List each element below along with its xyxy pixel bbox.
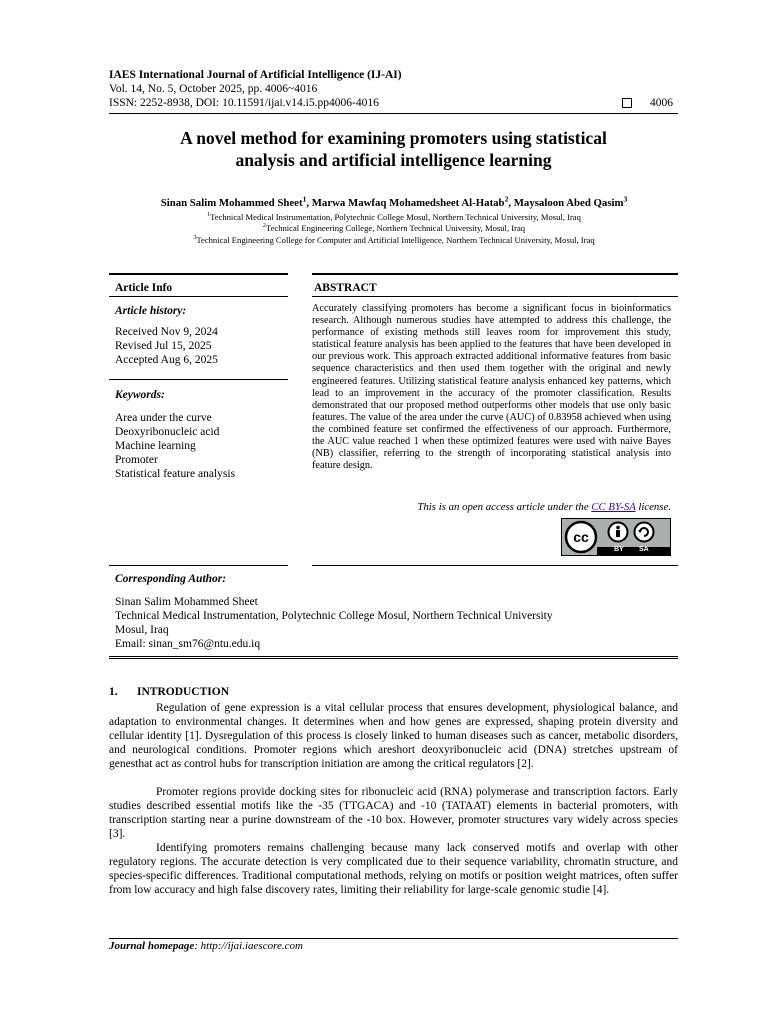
author-3: , Maysaloon Abed Qasim xyxy=(508,197,624,209)
keywords-heading: Keywords: xyxy=(115,389,165,401)
affiliation-2 xyxy=(90,223,698,233)
corresponding-double-rule-top xyxy=(109,656,678,657)
keyword-item: Deoxyribonucleic acid xyxy=(115,426,220,438)
received-date: Received Nov 9, 2024 xyxy=(115,326,218,338)
page-number: 4006 xyxy=(650,97,673,109)
article-history-heading: Article history: xyxy=(115,305,187,317)
footer-rule xyxy=(109,938,678,939)
journal-homepage xyxy=(109,940,303,952)
author-list xyxy=(90,194,698,209)
intro-heading: INTRODUCTION xyxy=(137,686,230,698)
journal-homepage-label: Journal homepage xyxy=(109,940,195,952)
journal-homepage-url[interactable]: : http://ijai.iaescore.com xyxy=(194,940,303,952)
author-3-sup: 3 xyxy=(623,194,628,204)
keyword-item: Statistical feature analysis xyxy=(115,468,236,480)
cc-by-sa-badge[interactable] xyxy=(561,518,671,556)
abstract-top-rule xyxy=(312,273,678,275)
affiliation-3-sup: 3 xyxy=(193,235,197,242)
article-info-sub-rule xyxy=(109,296,288,297)
intro-paragraph-3: Identifying promoters remains challenging because many lack conserved motifs and overlap with other regulatory regions. The accurate detection is very complicated due to their sequence variability, chromatin structure, and species-specific differences. Traditional computational methods, relying on motifs or position weight matrices, often suffer from low accuracy and high false discovery rates, limiting their reliability for large-scale genomic studie [4]. xyxy=(109,842,678,896)
title-line-2: analysis and artificial intelligence learning xyxy=(235,150,552,170)
corresponding-name: Sinan Salim Mohammed Sheet xyxy=(115,596,258,608)
corresponding-double-rule-bottom xyxy=(109,658,678,659)
affiliation-3 xyxy=(90,235,698,245)
abstract-text: Accurately classifying promoters has become a significant focus in bioinformatics research. Although numerous studies have attempted to address this challenge, the performance of existing methods still leaves room for improvement this study, statistical feature analysis has been applied to the features that have been developed in our previous work. This approach extracted additional informative features from basic sequence characteristics and then used them together with the original and newly engineered features. Utilizing statistical feature analysis enhanced key patterns, which lead to an improvement in the accuracy of the promoter classification. Results demonstrated that our proposed method outperforms other models that use only basic features. The value of the area under the curve (AUC) of 0.83958 achieved when using the combined feature set confirmed the effectiveness of our approach. Furthermore, the AUC value reached 1 when these optimized features were used with naive Bayes (NB) classifier, referring to the strength of incorporating statistical analysis into feature design. xyxy=(312,303,671,472)
article-info-heading: Article Info xyxy=(115,282,173,294)
accepted-date: Accepted Aug 6, 2025 xyxy=(115,354,218,366)
keyword-item: Machine learning xyxy=(115,440,196,452)
corresponding-city: Mosul, Iraq xyxy=(115,624,169,636)
journal-volume: Vol. 14, No. 5, October 2025, pp. 4006~4016 xyxy=(109,83,318,95)
keyword-item: Promoter xyxy=(115,454,158,466)
open-access-prefix: This is an open access article under the xyxy=(417,501,592,513)
article-info-bottom-rule xyxy=(109,565,288,566)
open-access-note xyxy=(312,501,671,513)
affiliation-1 xyxy=(90,212,698,222)
square-bullet-icon xyxy=(622,98,632,108)
author-2: , Marwa Mawfaq Mohamedsheet Al-Hatab xyxy=(306,197,505,209)
paper-title xyxy=(109,127,678,171)
header-rule xyxy=(109,113,678,114)
intro-paragraph-2: Promoter regions provide docking sites for ribonucleic acid (RNA) polymerase and transcription factors. Early studies described essential motifs like the -35 (TTGACA) and -10 (TATAAT) elements in bacterial promoters, with transcription starting near a purine downstream of the -10 box. However, promoter structures vary widely across species [3]. xyxy=(109,786,678,840)
keywords-rule xyxy=(109,379,288,380)
cc-badge-label-bar xyxy=(597,547,671,556)
journal-name: IAES International Journal of Artificial Intelligence (IJ-AI) xyxy=(109,69,402,81)
keyword-item: Area under the curve xyxy=(115,412,212,424)
svg-text:cc: cc xyxy=(573,529,589,545)
abstract-bottom-rule xyxy=(312,565,678,566)
abstract-heading: ABSTRACT xyxy=(314,282,377,294)
journal-issn-doi: ISSN: 2252-8938, DOI: 10.11591/ijai.v14.i5.pp4006-4016 xyxy=(109,97,379,109)
cc-sa-label: SA xyxy=(639,546,649,553)
author-1-sup: 1 xyxy=(302,194,307,204)
intro-paragraph-1: Regulation of gene expression is a vital cellular process that ensures development, physiological balance, and adaptation to environmental changes. It determines when and how genes are expressed, shaping protein diversity and cellular identity [1]. Dysregulation of this process is closely linked to human diseases such as cancer, metabolic disorders, and neurological conditions. Promoter regions which areshort deoxyribonucleic acid (DNA) stretches upstream of genesthat act as control hubs for transcription initiation are among the critical regulators [2]. xyxy=(109,702,678,770)
license-link[interactable]: CC BY-SA xyxy=(591,501,636,513)
affiliation-2-sup: 2 xyxy=(262,223,266,230)
revised-date: Revised Jul 15, 2025 xyxy=(115,340,212,352)
affiliation-1-text: Technical Medical Instrumentation, Polytechnic College Mosul, Northern Technical University, Mosul, Iraq xyxy=(210,212,581,222)
abstract-sub-rule xyxy=(312,296,678,297)
author-1: Sinan Salim Mohammed Sheet xyxy=(160,197,303,209)
author-2-sup: 2 xyxy=(504,194,509,204)
corresponding-institution: Technical Medical Instrumentation, Polytechnic College Mosul, Northern Technical University xyxy=(115,610,553,622)
corresponding-heading: Corresponding Author: xyxy=(115,573,227,585)
affiliation-1-sup: 1 xyxy=(207,212,211,219)
corresponding-email[interactable]: Email: sinan_sm76@ntu.edu.iq xyxy=(115,638,261,650)
article-info-top-rule xyxy=(109,273,288,275)
open-access-suffix: license. xyxy=(635,501,671,513)
affiliation-2-text: Technical Engineering College, Northern Technical University, Mosul, Iraq xyxy=(265,223,526,233)
intro-number: 1. xyxy=(109,686,118,698)
cc-by-label: BY xyxy=(614,546,624,553)
title-line-1: A novel method for examining promoters using statistical xyxy=(180,128,607,148)
affiliation-3-text: Technical Engineering College for Computer and Artificial Intelligence, Northern Technical University, Mosul, Iraq xyxy=(196,235,595,245)
